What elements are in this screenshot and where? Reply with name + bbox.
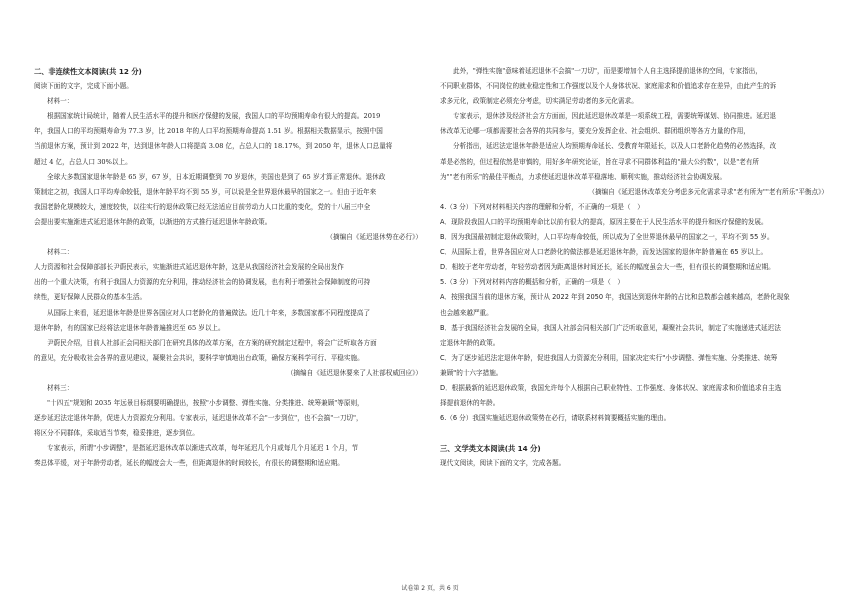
text-line: B．因为我国最初制定退休政策时，人口平均寿命较低，所以成为了全世界退休最早的国家之一，平均不到 55 岁。 <box>440 233 774 242</box>
text-line: 6.（6 分）我国实施延迟退休政策势在必行，请联系材料简要概括实施的理由。 <box>440 414 671 423</box>
text-line: （摘编自《延迟退休势在必行》） <box>326 233 422 242</box>
text-line: "十四五"规划和 2035 年远景目标纲要明确提出，按照"小步调整、弹性实施、分类推进、统筹兼顾"等原则， <box>47 399 364 408</box>
text-line: A．按照我国当前的退休方案，预计从 2022 年到 2050 年，我国达到退休年龄的占比和总数都会越来越高，老龄化现象 <box>440 293 790 302</box>
text-line: 兼顾"的十六字措施。 <box>440 368 503 377</box>
text-line: 根据国家统计局统计，随着人民生活水平的提升和医疗保健的发展，我国人口的平均预期寿命有很大的提高。2019 <box>47 112 381 121</box>
text-line: 超过 4 亿，占总人口 30%以上。 <box>34 157 132 166</box>
text-line: 逐步延迟法定退休年龄，促进人力资源充分利用。专家表示，延迟退休改革不会"一步到位"，也不会搞"一刀切"， <box>34 414 363 423</box>
text-line: C．从国际上看，世界各国应对人口老龄化的做法都是延迟退休年龄，而发达国家的退休年龄普遍在 65 岁以上。 <box>440 248 768 257</box>
text-line: 将区分不同群体，采取适当节奏，稳妥推进，逐步到位。 <box>34 429 199 438</box>
text-line: D．根据最新的延迟退休政策，我国允许每个人根据自己职业特性、工作强度、身体状况、家庭需求和价值追求自主选 <box>440 383 782 392</box>
text-line: 此外，"弹性实施"意味着延迟退休不会搞"一刀切"，而是要增加个人自主选择提前退休的空间，专家指出， <box>453 67 762 75</box>
text-line: 当前退休方案，预计到 2022 年，达到退休年龄人口将提高 3.08 亿，占总人口的 18.17%，到 2050 年，退休人口总量将 <box>34 142 393 151</box>
section-heading: 二、非连续性文本阅读(共 12 分) <box>34 67 142 76</box>
text-line <box>440 426 828 441</box>
right-column <box>440 64 828 471</box>
text-line: 为""老有所乐"的最佳平衡点，力求使延迟退休改革平稳落地、顺利实施，推动经济社会协调发展。 <box>440 172 727 181</box>
text-line: 续性，更好保障人民群众的基本生活。 <box>34 293 147 302</box>
text-line: 我国老龄化规模较大，速度较快，以往实行的退休政策已经无法适应目前劳动力人口比重的变化，党的十八届三中全 <box>34 202 371 211</box>
left-column <box>34 64 422 472</box>
text-line: 材料三： <box>47 383 74 392</box>
text-line: 5.（3 分）下列对材料内容的概括和分析，正确的一项是（ ） <box>440 278 625 287</box>
text-line: 分析指出，延迟法定退休年龄是适应人均预期寿命延长、受教育年限延长，以及人口老龄化趋势的必然选择，改 <box>453 142 777 151</box>
text-line: 出的一个重大决策，有利于我国人力资源的充分利用，推动经济社会的协调发展，也有利于增强社会保障制度的可持 <box>34 278 371 287</box>
text-line: （摘编自《延迟退休改革充分考虑多元化需求寻求"老有所为""老有所乐"平衡点》） <box>588 187 828 196</box>
text-line: B．基于我国经济社会发展的全局，我国人社部会同相关部门广泛听取意见，凝聚社会共识，制定了实施递进式延迟法 <box>440 323 781 332</box>
text-line: 退休年龄，有的国家已经将法定退休年龄普遍推迟至 65 岁以上。 <box>34 323 225 332</box>
text-line: 策制定之初，我国人口平均寿命较低，退休年龄平均不到 55 岁，可以说是全世界退休最早的国家之一。但由于近年来 <box>34 187 377 196</box>
text-line: 尹蔚民介绍，目前人社部正会同相关部门在研究具体的改革方案，在方案的研究制定过程中，将会广泛听取各方面 <box>47 338 377 347</box>
text-line: 专家表示，所谓"小步调整"，是指延迟退休改革以渐进式改革，每年延迟几个月或每几个月延迟 1 个月，节 <box>47 444 359 453</box>
text-line: 会提出要实施渐进式延迟退休年龄的政策，以渐进的方式推行延迟退休年龄政策。 <box>34 217 272 226</box>
text-line: 择提前退休的年龄。 <box>440 399 500 408</box>
text-line: 不同职业群体，不同岗位的就业稳定性和工作强度以及个人身体状况、家庭需求和价值追求存在差异，由此产生的诉 <box>440 82 777 91</box>
text-line: 4.（3 分）下列对材料相关内容的理解和分析，不正确的一项是（ ） <box>440 202 644 211</box>
text-line: 材料二： <box>47 248 74 257</box>
text-line: 求多元化，政策制定必须充分考虑，切实满足劳动者的多元化需求。 <box>440 97 638 106</box>
text-line: 定退休年龄的政策。 <box>440 338 500 347</box>
text-line: （摘编自《延迟退休要来了人社部权威回应》） <box>286 368 422 377</box>
section-heading: 三、文学类文本阅读(共 14 分) <box>440 444 541 454</box>
text-line: 休改革无论哪一项都需要社会各界的共同参与，要充分发挥企业、社会组织、群团组织等各方力量的作用， <box>440 127 750 136</box>
text-line: 奏总体平缓，对于年龄劳动者，延长的幅度会大一些，但距离退休的时间较长，有很长的调整期和适应期。 <box>34 459 344 468</box>
text-line: 人力资源和社会保障部部长尹蔚民表示，实施渐进式延迟退休年龄，这是从我国经济社会发展的全局出发作 <box>34 263 344 272</box>
text-line: 阅读下面的文字，完成下面小题。 <box>34 82 133 91</box>
text-line: 从国际上来看，延迟退休年龄是世界各国应对人口老龄化的普遍做法。近几十年来，多数国家都不同程度提高了 <box>47 308 371 317</box>
text-line: 专家表示，退休涉及经济社会方方面面，因此延迟退休改革是一项系统工程，需要统筹谋划、协同推进。延迟退 <box>453 112 777 121</box>
text-line: A．现阶段我国人口的平均预期寿命比以前有很大的提高，原因主要在于人民生活水平的提升和医疗保健的发展。 <box>440 217 768 226</box>
text-line: 全球大多数国家退休年龄是 65 岁，67 岁，日本近期调整到 70 岁退休，美国也是到了 65 岁才算正常退休。退休政 <box>47 172 386 181</box>
text-line: 革是必然的，但过程依然是审慎的，用好多年研究论证，旨在寻求不同群体利益的"最大公约数"，以是"老有所 <box>440 157 760 166</box>
text-line: C．为了逐步延迟法定退休年龄，促进我国人力资源充分利用，国家决定实行"小步调整、弹性实施、分类推进、统筹 <box>440 353 778 362</box>
page-footer: 试卷第 2 页，共 6 页 <box>401 585 459 592</box>
text-line: 年，我国人口的平均预期寿命为 77.3 岁，比 2018 年的人口平均预期寿命提高 1.51 岁。根据相关数据显示，按照中国 <box>34 127 383 136</box>
text-line: 现代文阅读，阅读下面的文字，完成各题。 <box>440 459 566 468</box>
text-line: 的意见，充分吸收社会各界的意见建议，凝聚社会共识，要科学审慎地出台政策，确保方案科学可行、平稳实施。 <box>34 353 364 362</box>
text-line: 材料一： <box>47 97 74 106</box>
text-line: D．相较于老年劳动者，年轻劳动者因为距离退休时间还长，延长的幅度虽会大一些，但有很长的调整期和适应期。 <box>440 263 775 272</box>
text-line: 也会越来越严重。 <box>440 308 493 317</box>
